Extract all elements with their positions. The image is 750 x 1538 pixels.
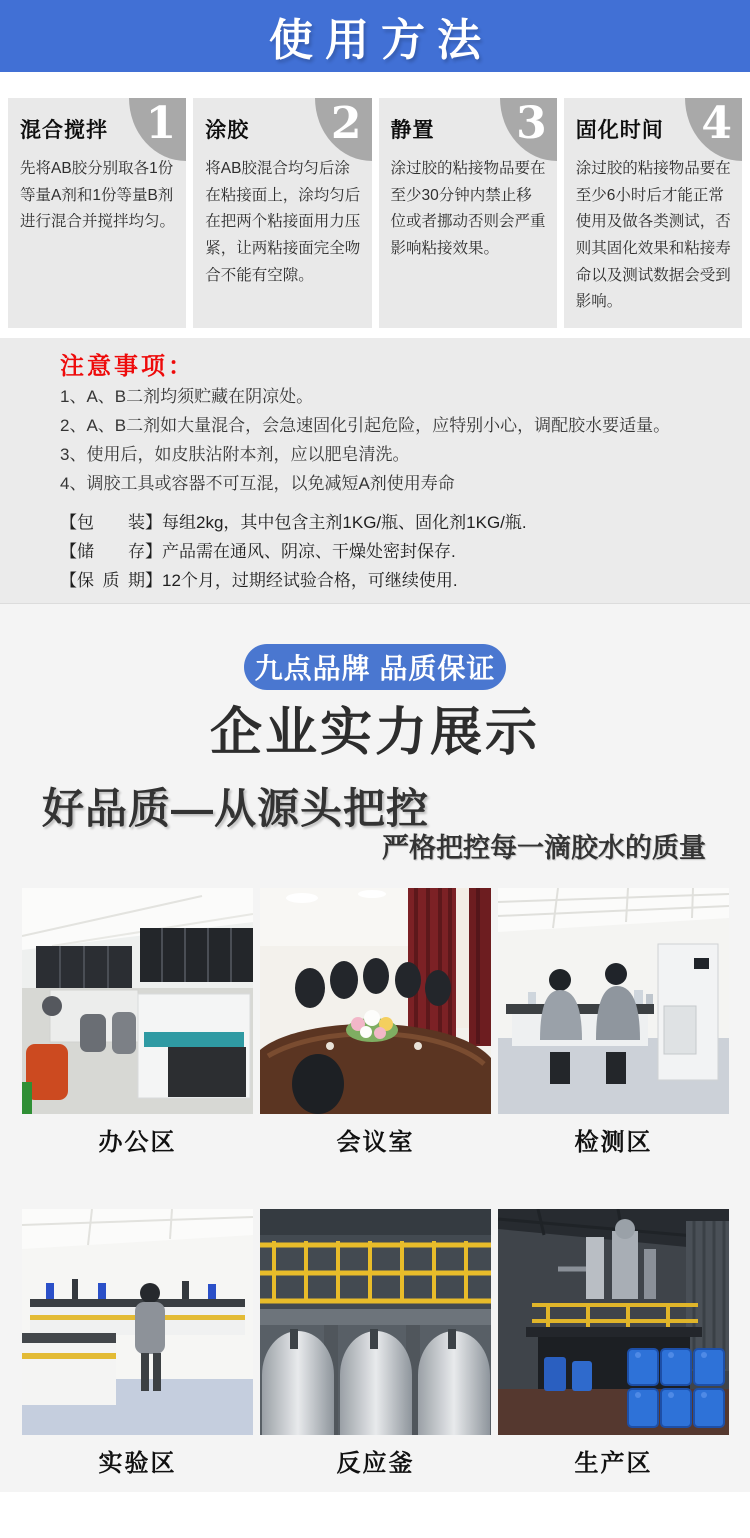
facility-gallery bbox=[22, 888, 728, 1478]
photo-caption: 会议室 bbox=[336, 1128, 415, 1156]
step-number: 1 bbox=[145, 98, 177, 149]
spec-storage: 【储 存】产品需在通风、阴凉、干燥处密封保存. bbox=[60, 541, 456, 561]
step-title: 混合搅拌 bbox=[20, 119, 108, 142]
testing-area-photo bbox=[498, 888, 729, 1114]
laboratory-photo bbox=[22, 1209, 253, 1435]
gallery-item bbox=[498, 888, 729, 1157]
notice-item: 1、A、B二剂均须贮藏在阴凉处。 bbox=[60, 386, 314, 406]
step-number: 3 bbox=[516, 98, 547, 149]
spec-packaging: 【包 装】每组2kg，其中包含主剂1KG/瓶、固化剂1KG/瓶. bbox=[60, 512, 527, 532]
notice-title: 注意事项： bbox=[60, 352, 195, 380]
gallery-item bbox=[260, 1209, 491, 1478]
showcase-section bbox=[0, 603, 750, 1492]
step-text: 涂过胶的粘接物品要在至少30分钟内禁止移位或者挪动否则会严重影响粘接效果。 bbox=[390, 160, 546, 257]
step-title: 固化时间 bbox=[575, 119, 664, 142]
usage-banner-title: 使用方法 bbox=[269, 16, 493, 65]
spec-shelf-life: 【保 质 期】12个月，过期经试验合格，可继续使用. bbox=[60, 570, 458, 590]
production-area-photo bbox=[498, 1209, 729, 1435]
footer-whitespace bbox=[0, 1492, 750, 1538]
step-card-4 bbox=[564, 98, 742, 328]
brand-badge-label: 九点品牌 品质保证 bbox=[254, 652, 496, 684]
photo-caption: 检测区 bbox=[574, 1128, 653, 1156]
step-text: 先将AB胶分别取各1份等量A剂和1份等量B剂进行混合并搅拌均匀。 bbox=[20, 160, 176, 231]
quality-tagline: 严格把控每一滴胶水的质量 bbox=[382, 832, 706, 863]
notice-section bbox=[0, 338, 750, 603]
usage-steps bbox=[0, 72, 750, 338]
reactors-photo bbox=[260, 1209, 491, 1435]
photo-caption: 反应釜 bbox=[336, 1449, 415, 1477]
package-specs bbox=[60, 508, 730, 595]
step-text: 将AB胶混合均匀后涂在粘接面上，涂均匀后在把两个粘接面用力压紧，让两粘接面完全吻合不能有空隙。 bbox=[205, 160, 361, 284]
gallery-item bbox=[22, 1209, 253, 1478]
photo-caption: 办公区 bbox=[98, 1128, 177, 1156]
brand-badge bbox=[244, 644, 506, 690]
step-card-2 bbox=[193, 98, 371, 328]
step-card-3 bbox=[379, 98, 557, 328]
step-text: 涂过胶的粘接物品要在至少6小时后才能正常使用及做各类测试，否则其固化效果和粘接寿命以及测试数据会受到影响。 bbox=[575, 160, 731, 311]
notice-item: 3、使用后，如皮肤沾附本剂，应以肥皂清洗。 bbox=[60, 444, 410, 464]
gallery-item bbox=[260, 888, 491, 1157]
step-number-badge bbox=[129, 98, 186, 161]
usage-banner bbox=[0, 0, 750, 72]
step-number: 4 bbox=[701, 98, 732, 149]
photo-caption: 生产区 bbox=[574, 1449, 653, 1477]
step-number-badge bbox=[315, 98, 372, 161]
step-number: 2 bbox=[330, 98, 362, 149]
gallery-item bbox=[498, 1209, 729, 1478]
office-photo bbox=[22, 888, 253, 1114]
notice-item: 2、A、B二剂如大量混合，会急速固化引起危险，应特别小心，调配胶水要适量。 bbox=[60, 415, 671, 435]
meeting-room-photo bbox=[260, 888, 491, 1114]
step-title: 涂胶 bbox=[205, 119, 250, 142]
showcase-title: 企业实力展示 bbox=[209, 701, 540, 763]
step-number-badge bbox=[685, 98, 742, 161]
gallery-item bbox=[22, 888, 253, 1157]
photo-caption: 实验区 bbox=[98, 1449, 177, 1477]
step-number-badge bbox=[500, 98, 557, 161]
quality-heading: 好品质—从源头把控 bbox=[42, 784, 430, 832]
step-title: 静置 bbox=[390, 119, 435, 142]
notice-item: 4、调胶工具或容器不可互混，以免减短A剂使用寿命 bbox=[60, 473, 455, 493]
step-card-1 bbox=[8, 98, 186, 328]
